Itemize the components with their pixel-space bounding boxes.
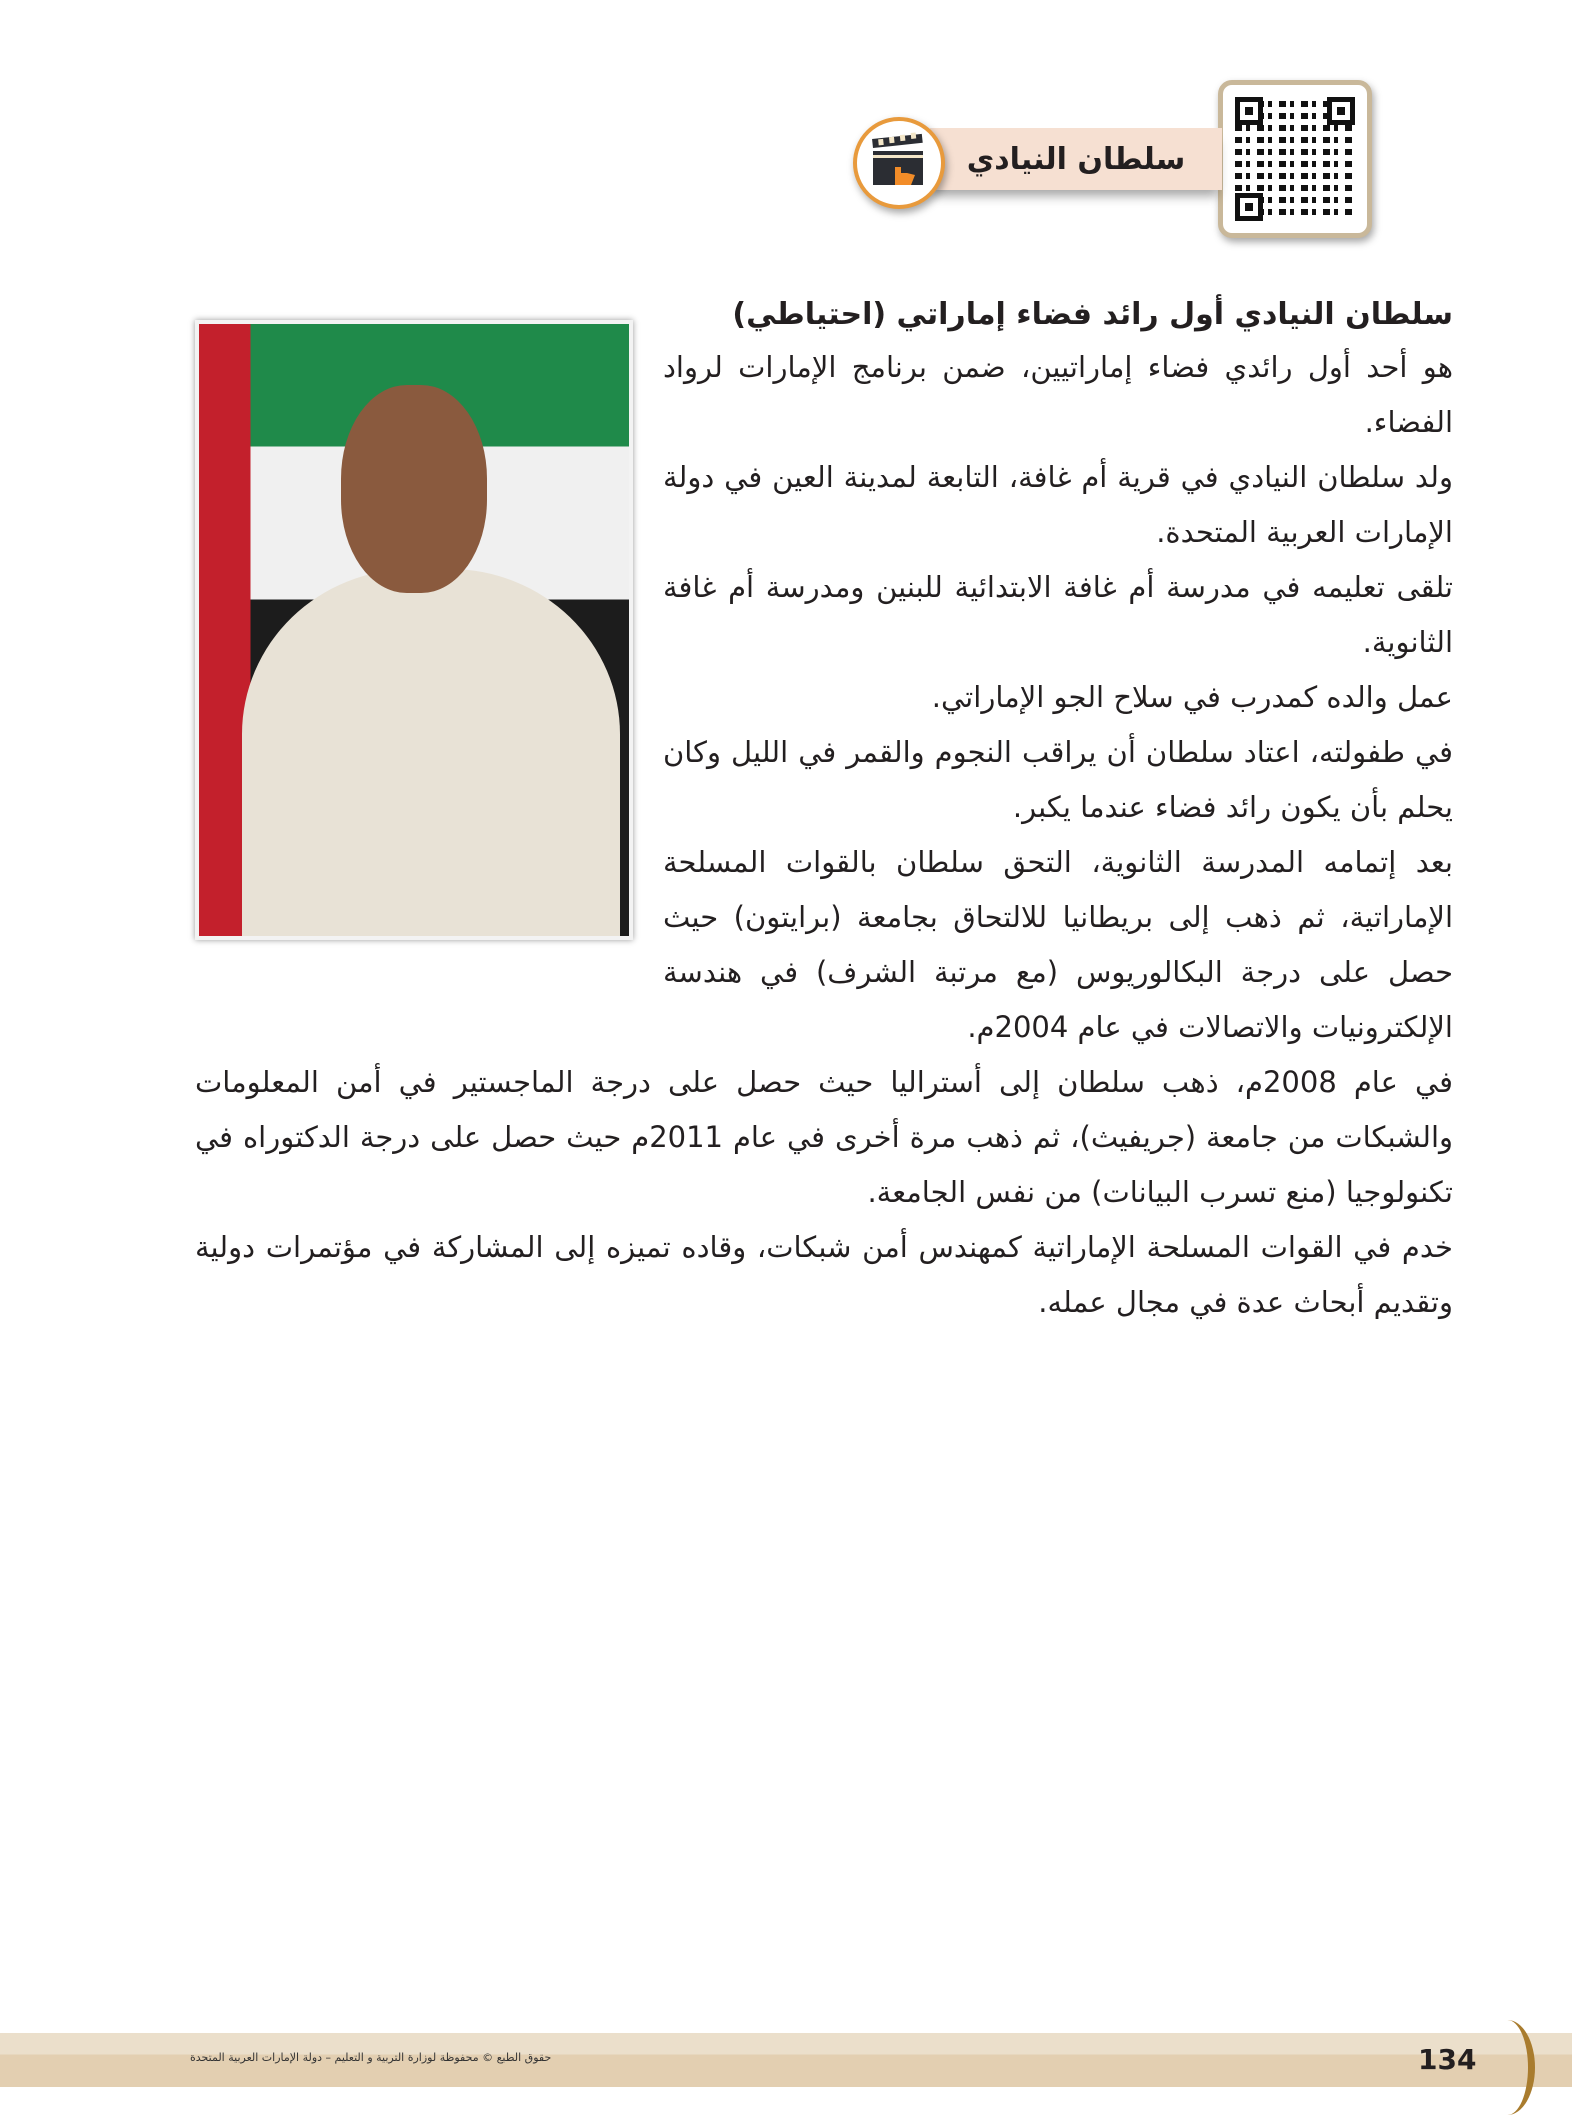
clapperboard-icon (857, 121, 941, 205)
footer (0, 2033, 1572, 2087)
paragraph: في طفولته، اعتاد سلطان أن يراقب النجوم والقمر في الليل وكان يحلم بأن يكون رائد فضاء عندما يكبر. (663, 735, 1453, 824)
article-heading: سلطان النيادي أول رائد فضاء إماراتي (احتياطي) (732, 297, 1453, 332)
paragraph: تلقى تعليمه في مدرسة أم غافة الابتدائية للبنين ومدرسة أم غافة الثانوية. (663, 570, 1453, 659)
paragraph: بعد إتمامه المدرسة الثانوية، التحق سلطان بالقوات المسلحة الإماراتية، ثم ذهب إلى بريطانيا للالتحاق بجامعة (برايتون) حيث حصل على درجة البكالوريوس (مع مرتبة الشرف) في هندسة الإلكترونيات والاتصالات في عام 2004م. (663, 845, 1453, 1044)
video-title-banner (930, 128, 1222, 190)
video-button[interactable] (853, 117, 945, 209)
paragraph: في عام 2008م، ذهب سلطان إلى أستراليا حيث حصل على درجة الماجستير في أمن المعلومات والشبكات من جامعة (جريفيث)، ثم ذهب مرة أخرى في عام 2011م حيث حصل على درجة الدكتوراه في تكنولوجيا (منع تسرب البيانات) من نفس الجامعة. (195, 1065, 1453, 1209)
paragraph: عمل والده كمدرب في سلاح الجو الإماراتي. (931, 680, 1453, 714)
paragraph: خدم في القوات المسلحة الإماراتية كمهندس أمن شبكات، وقاده تميزه إلى المشاركة في مؤتمرات دولية وتقديم أبحاث عدة في مجال عمله. (195, 1230, 1453, 1319)
page-number: 134 (1418, 2043, 1477, 2076)
qr-code[interactable] (1218, 80, 1372, 238)
copyright-text: حقوق الطبع © محفوظة لوزارة التربية و التعليم – دولة الإمارات العربية المتحدة (190, 2051, 552, 2064)
banner-title: سلطان النيادي (966, 141, 1186, 177)
qr-code-icon (1235, 97, 1355, 221)
decorative-arc (1480, 2020, 1535, 2115)
astronaut-photo (195, 320, 633, 940)
paragraph: هو أحد أول رائدي فضاء إماراتيين، ضمن برنامج الإمارات لرواد الفضاء. (663, 350, 1453, 439)
article (195, 290, 1453, 1330)
paragraph: ولد سلطان النيادي في قرية أم غافة، التابعة لمدينة العين في دولة الإمارات العربية المتحدة. (663, 460, 1453, 549)
